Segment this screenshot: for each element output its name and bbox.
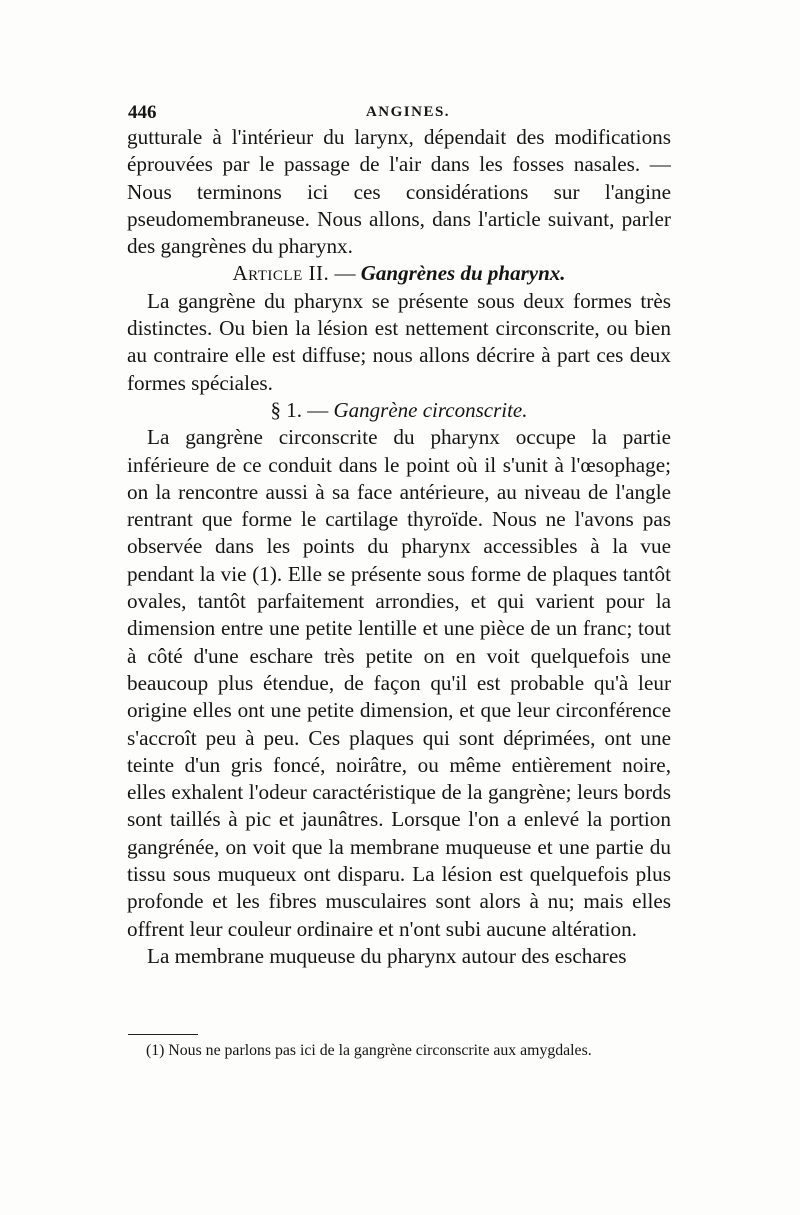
paragraph-forms: La gangrène du pharynx se présente sous deux formes très distinctes. Ou bien la lésion est nettement circonscrite, ou bien au contraire elle est diffuse; nous allons décrire à part ces deux formes spéciales. <box>127 288 671 395</box>
running-title: ANGINES. <box>365 104 451 120</box>
article-separator: — <box>329 261 361 286</box>
paragraph-mucous-membrane: La membrane muqueuse du pharynx autour des eschares <box>147 943 627 968</box>
paragraph-description: La gangrène circonscrite du pharynx occupe la partie inférieure de ce conduit dans le point où il s'unit à l'œsophage; on la rencontre aussi à sa face antérieure, au niveau de l'angle rentrant que forme le cartilage thyroïde. Nous ne l'avons pas observée dans les points du pharynx accessibles à la vue pendant la vie (1). Elle se présente sous forme de plaques tantôt ovales, tantôt parfaitement arrondies, et qui varient pour la dimension entre une petite lentille et une pièce de un franc; tout à côté d'une eschare très petite on en voit quelquefois une beaucoup plus étendue, de façon qu'il est probable qu'à leur origine elles ont une petite dimension, et que leur circonférence s'accroît peu à peu. Ces plaques qui sont déprimées, ont une teinte d'un gris foncé, noirâtre, ou même entièrement noire, elles exhalent l'odeur caractéristique de la gangrène; leurs bords sont taillés à pic et jaunâtres. Lorsque l'on a enlevé la portion gangrénée, on voit que la membrane muqueuse et une partie du tissu sous muqueux ont disparu. La lésion est quelquefois plus profonde et les fibres musculaires sont alors à nu; mais elles offrent leur couleur ordinaire et n'ont subi aucune altération. <box>127 425 671 941</box>
page-header <box>128 102 668 126</box>
footnote-divider <box>128 1034 198 1035</box>
article-number: Article II. <box>232 261 330 286</box>
section-title: Gangrène circonscrite. <box>333 397 528 422</box>
paragraph-continuation: gutturale à l'intérieur du larynx, dépendait des modifications éprouvées par le passage de l'air dans les fosses nasales. — Nous terminons ici ces considérations sur l'angine pseudomembraneuse. Nous allons, dans l'article suivant, parler des gangrènes du pharynx. <box>127 125 671 259</box>
body-text <box>127 124 671 970</box>
page-number: 446 <box>128 102 157 123</box>
section-separator: — <box>301 397 334 422</box>
article-heading <box>127 260 671 287</box>
section-number: § 1. <box>270 397 302 422</box>
footnote: (1) Nous ne parlons pas ici de la gangrène circonscrite aux amygdales. <box>146 1042 592 1059</box>
article-title: Gangrènes du pharynx. <box>360 261 566 286</box>
section-heading <box>127 397 671 424</box>
